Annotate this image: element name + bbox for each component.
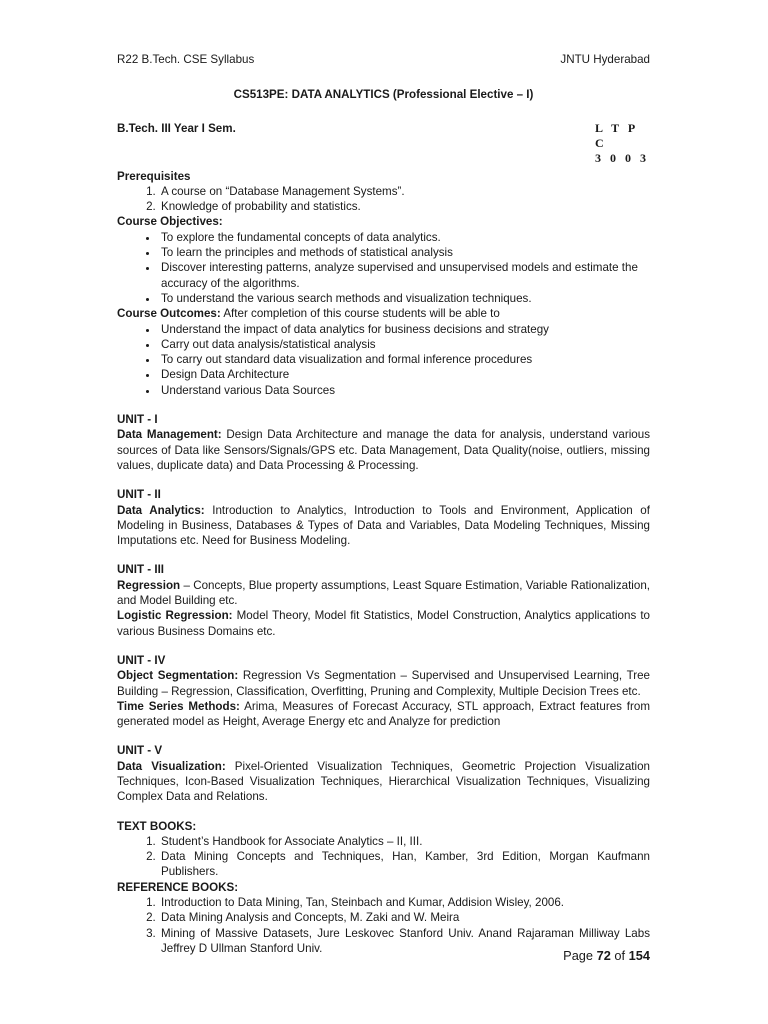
unit-paragraph xyxy=(117,668,650,699)
outcomes-intro: After completion of this course students will be able to xyxy=(220,307,500,321)
outcomes-heading: Course Outcomes: xyxy=(117,307,221,321)
textbooks-heading: TEXT BOOKS: xyxy=(117,819,197,833)
list-item: • Understand the impact of data analytics for business decisions and strategy xyxy=(159,322,650,337)
list-item: • To explore the fundamental concepts of data analytics. xyxy=(159,230,650,245)
list-item: • Design Data Architecture xyxy=(159,367,650,382)
topic-heading: Time Series Methods: xyxy=(117,699,240,713)
outcomes-list xyxy=(117,322,650,398)
course-title: CS513PE: DATA ANALYTICS (Professional Elective – I) xyxy=(233,88,534,102)
page-number xyxy=(563,948,650,963)
references-heading: REFERENCE BOOKS: xyxy=(117,880,239,894)
list-item: 1. Introduction to Data Mining, Tan, Steinbach and Kumar, Addision Wisley, 2006. xyxy=(159,895,650,910)
topic-text: Pixel-Oriented Visualization Techniques, Geometric Projection Visualization Techniques, Icon-Based Visualization Techniques, Hierarchical Visualization Techniques, Visualizing Complex Data and Relations. xyxy=(117,759,650,804)
list-item: • To understand the various search methods and visualization techniques. xyxy=(159,291,650,306)
ltpc-values: 3 0 0 3 xyxy=(595,150,647,165)
unit-4 xyxy=(117,653,650,729)
list-item: • To learn the principles and methods of statistical analysis xyxy=(159,245,650,260)
prerequisites-list xyxy=(117,184,650,215)
unit-paragraph xyxy=(117,699,650,730)
list-item: 2. Data Mining Concepts and Techniques, Han, Kamber, 3rd Edition, Morgan Kaufmann Publishers. xyxy=(159,849,650,880)
unit-2 xyxy=(117,487,650,548)
topic-text: Regression Vs Segmentation – Supervised and Unsupervised Learning, Tree Building – Regression, Classification, Overfitting, Pruning and Complexity, Multiple Decision Trees etc. xyxy=(117,669,650,698)
topic-text: Arima, Measures of Forecast Accuracy, STL approach, Extract features from generated model as Height, Average Energy etc and Analyze for prediction xyxy=(117,699,650,729)
ltpc-labels: L T P C xyxy=(595,120,636,150)
unit-paragraph xyxy=(117,427,650,473)
unit-3 xyxy=(117,562,650,638)
topic-heading: Regression xyxy=(117,578,181,592)
unit-title: UNIT - III xyxy=(117,563,165,577)
list-item: 2. Data Mining Analysis and Concepts, M. Zaki and W. Meira xyxy=(159,910,650,925)
unit-paragraph xyxy=(117,759,650,805)
unit-paragraph xyxy=(117,608,650,639)
unit-title: UNIT - I xyxy=(117,413,158,427)
textbooks-list xyxy=(117,834,650,880)
list-item: 3. Mining of Massive Datasets, Jure Leskovec Stanford Univ. Anand Rajaraman Milliway Labs Jeffrey D Ullman Stanford Univ. xyxy=(159,926,650,957)
header-left: R22 B.Tech. CSE Syllabus xyxy=(117,53,255,66)
list-item: • Carry out data analysis/statistical analysis xyxy=(159,337,650,352)
topic-text: Introduction to Analytics, Introduction to Tools and Environment, Application of Modeling in Business, Databases & Types of Data and Variables, Data Modeling Techniques, Missing Imputations etc. Need for Business Modeling. xyxy=(117,503,650,548)
prerequisites-heading: Prerequisites xyxy=(117,169,191,183)
unit-5 xyxy=(117,743,650,804)
current-page: 72 xyxy=(596,948,611,963)
topic-heading: Data Visualization: xyxy=(117,759,226,773)
topic-heading: Data Management: xyxy=(117,428,222,442)
unit-1 xyxy=(117,412,650,473)
list-item: 1. A course on “Database Management Systems”. xyxy=(159,184,650,199)
outcomes-intro-line xyxy=(117,306,650,321)
objectives-heading: Course Objectives: xyxy=(117,215,223,229)
list-item: • Understand various Data Sources xyxy=(159,383,650,398)
list-item: 2. Knowledge of probability and statistics. xyxy=(159,199,650,214)
list-item: • To carry out standard data visualization and formal inference procedures xyxy=(159,352,650,367)
header-right: JNTU Hyderabad xyxy=(560,53,650,66)
topic-heading: Logistic Regression: xyxy=(117,609,233,623)
topic-heading: Data Analytics: xyxy=(117,503,205,517)
topic-text: – Concepts, Blue property assumptions, Least Square Estimation, Variable Rationalization, and Model Building etc. xyxy=(117,578,650,608)
objectives-list xyxy=(117,230,650,306)
semester-row xyxy=(117,121,650,166)
unit-title: UNIT - IV xyxy=(117,653,166,667)
topic-heading: Object Segmentation: xyxy=(117,669,239,683)
semester-label: B.Tech. III Year I Sem. xyxy=(117,121,236,135)
unit-paragraph xyxy=(117,503,650,549)
ltpc-table xyxy=(595,121,650,166)
unit-title: UNIT - V xyxy=(117,744,163,758)
syllabus-page xyxy=(117,52,650,956)
running-header xyxy=(117,52,650,67)
unit-paragraph xyxy=(117,578,650,609)
page-prefix: Page xyxy=(563,948,597,963)
total-pages: 154 xyxy=(628,948,650,963)
list-item: 1. Student’s Handbook for Associate Analytics – II, III. xyxy=(159,834,650,849)
list-item: • Discover interesting patterns, analyze supervised and unsupervised models and estimate the accuracy of the algorithms. xyxy=(159,260,650,291)
topic-text: Design Data Architecture and manage the data for analysis, understand various sources of Data like Sensors/Signals/GPS etc. Data Management, Data Quality(noise, outliers, missing values, duplicate data) and Data Processing & Processing. xyxy=(117,428,650,472)
unit-title: UNIT - II xyxy=(117,488,161,502)
page-of: of xyxy=(610,948,629,963)
topic-text: Model Theory, Model fit Statistics, Model Construction, Analytics applications to various Business Domains etc. xyxy=(117,609,650,638)
